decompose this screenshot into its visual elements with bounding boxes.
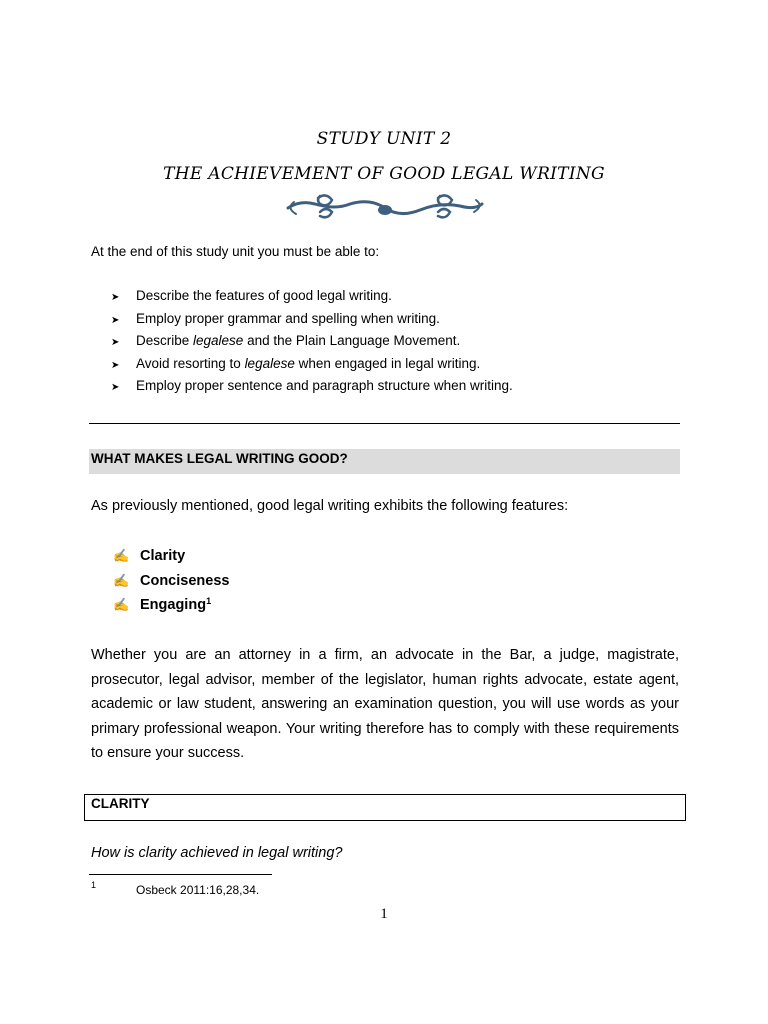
arrow-bullet-icon: ➤ — [111, 359, 120, 371]
footnote-reference[interactable]: 1 — [206, 596, 212, 606]
arrow-bullet-icon: ➤ — [111, 292, 120, 303]
writing-hand-icon: ✍ — [113, 597, 130, 612]
list-item: ➤ Employ proper sentence and paragraph structure when writing. — [111, 377, 513, 400]
page-number: 1 — [380, 906, 388, 922]
list-item: ➤ Describe legalese and the Plain Language Movement. — [111, 332, 513, 355]
learning-outcomes-intro: At the end of this study unit you must be able to: — [91, 244, 380, 259]
body-paragraph: Whether you are an attorney in a firm, an advocate in the Bar, a judge, magistrate, prosecutor, legal advisor, member of the legislator, human rights advocate, estate agent, academic or law student, answering an examination question, you will use words as your primary professional weapon. Your writing therefore has to comply with these requirements to ensure your success. — [91, 647, 679, 761]
list-item: ➤ Employ proper grammar and spelling when writing. — [111, 310, 513, 333]
list-item: ✍ Engaging$^1$ — [113, 596, 212, 613]
scroll-ornament-icon — [280, 188, 490, 228]
horizontal-divider — [89, 423, 680, 424]
list-item: ➤ Describe the features of good legal writing. — [111, 287, 513, 310]
list-item: ➤ Avoid resorting to legalese when engaged in legal writing. — [111, 355, 513, 378]
writing-hand-icon: ✍ — [113, 572, 130, 588]
section-heading-bar — [89, 449, 680, 474]
arrow-bullet-icon: ➤ — [111, 314, 120, 326]
section-intro: As previously mentioned, good legal writing exhibits the following features: — [91, 498, 569, 514]
writing-hand-icon: ✍ — [113, 548, 130, 563]
clarity-heading: CLARITY — [91, 796, 150, 811]
footnote-divider — [89, 874, 272, 875]
footnote-text: Osbeck 2011:16,28,34. — [136, 883, 260, 897]
features-list — [113, 547, 229, 621]
unit-subtitle: THE ACHIEVEMENT OF GOOD LEGAL WRITING — [163, 164, 605, 184]
clarity-question: How is clarity achieved in legal writing? — [91, 845, 343, 861]
section-heading: WHAT MAKES LEGAL WRITING GOOD? — [91, 451, 348, 466]
unit-title: STUDY UNIT 2 — [316, 129, 452, 149]
list-item: ✍ Conciseness — [113, 572, 230, 589]
clarity-heading-box — [84, 794, 686, 821]
learning-outcomes-list — [111, 287, 513, 400]
arrow-bullet-icon: ➤ — [111, 382, 120, 393]
footnote-mark: 1 — [91, 880, 97, 890]
arrow-bullet-icon: ➤ — [111, 337, 120, 348]
list-item: ✍ Clarity — [113, 548, 186, 564]
